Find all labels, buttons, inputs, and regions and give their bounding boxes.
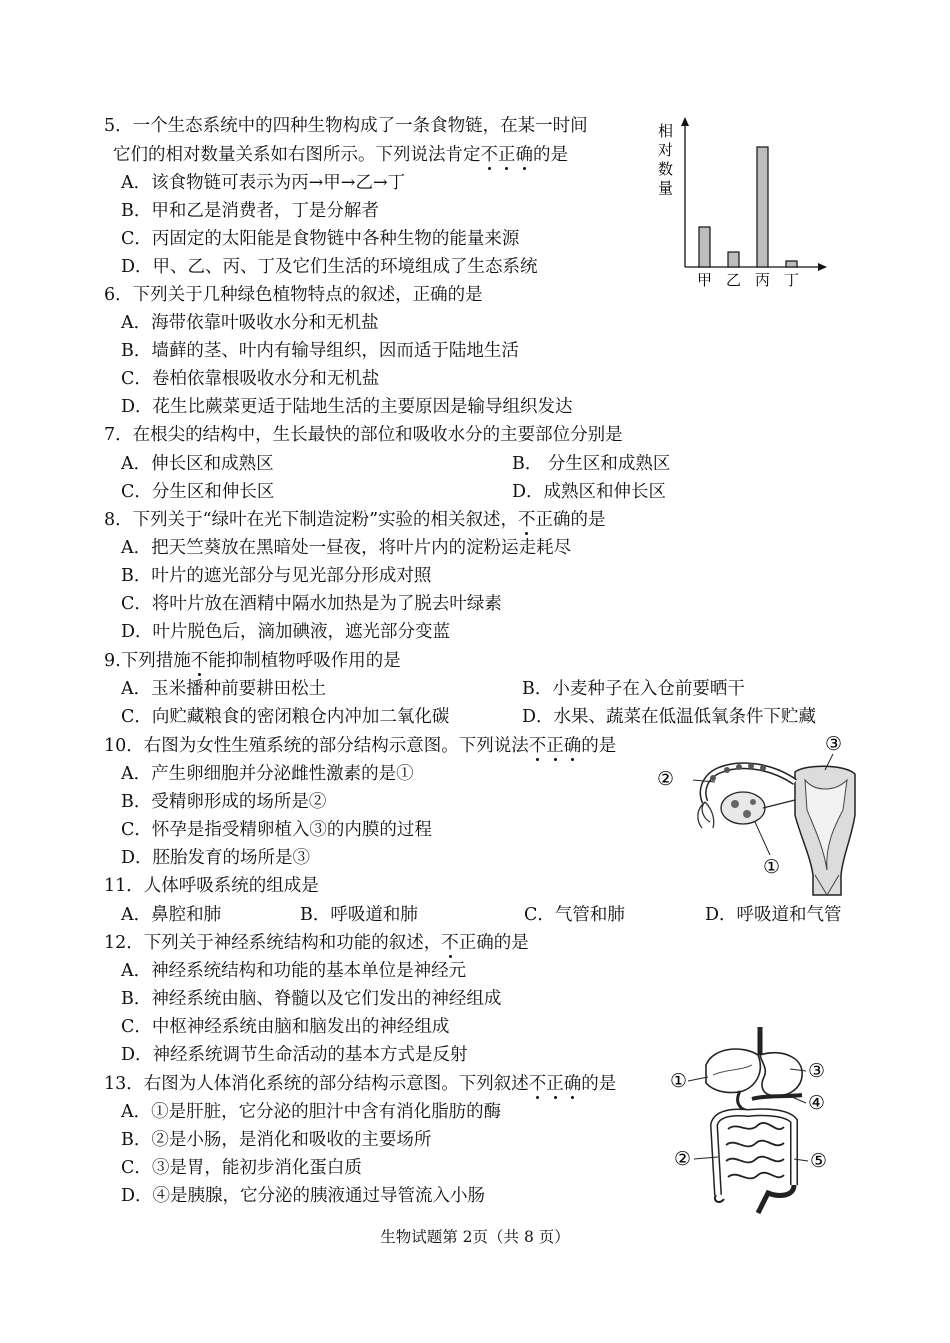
q5-emphasis — [481, 145, 534, 165]
fig13-label-5: ⑤ — [810, 1150, 828, 1172]
q6-option-b: B．墙藓的茎、叶内有输导组织，因而适于陆地生活 — [121, 341, 519, 361]
emphasis-char: 确 — [563, 1074, 582, 1094]
emphasis-char: 确 — [515, 145, 533, 165]
chart-y-axis-arrow — [681, 117, 689, 126]
q12-stem-end: 正确的是 — [458, 933, 529, 953]
chart-bar — [699, 227, 710, 267]
chart-x-tick-label: 丙 — [754, 271, 771, 289]
q8-option-c: C．将叶片放在酒精中隔水加热是为了脱去叶绿素 — [121, 594, 502, 614]
q7-stem: 7．在根尖的结构中，生长最快的部位和吸收水分的主要部位分别是 — [104, 425, 623, 445]
digestive-system-figure — [668, 1025, 840, 1215]
q13-option-d: D．④是胰腺，它分泌的胰液通过导管流入小肠 — [121, 1186, 486, 1206]
chart-y-label — [658, 122, 673, 197]
q12-option-d: D．神经系统调节生命活动的基本方式是反射 — [121, 1045, 468, 1065]
q8-stem-end: 正确的是 — [535, 510, 606, 530]
q10-stem-text: 10．右图为女性生殖系统的部分结构示意图。下列说法 — [104, 736, 529, 756]
q13-stem-text: 13．右图为人体消化系统的部分结构示意图。下列叙述 — [104, 1074, 529, 1094]
q9-option-a: A．玉米播种前要耕田松土 — [121, 679, 327, 699]
fig13-label-2: ② — [674, 1148, 692, 1170]
chart-y-label-char: 量 — [658, 179, 674, 197]
fig13-label-3: ③ — [808, 1060, 826, 1082]
q7-option-c: C．分生区和伸长区 — [121, 482, 275, 502]
q10-stem-end: 的是 — [581, 736, 617, 756]
q9-option-b: B．小麦种子在入仓前要晒干 — [522, 679, 745, 699]
emphasis-char: 正 — [498, 145, 516, 165]
relative-quantity-chart — [650, 112, 835, 290]
q7-option-d: D．成熟区和伸长区 — [512, 482, 667, 502]
emphasis-char: 不 — [518, 510, 536, 530]
q6-option-a: A．海带依靠叶吸收水分和无机盐 — [121, 313, 379, 333]
chart-bar — [728, 252, 739, 267]
q8-stem-text: 8．下列关于“绿叶在光下制造淀粉”实验的相关叙述， — [104, 510, 519, 530]
q10-option-d: D．胚胎发育的场所是③ — [121, 848, 311, 868]
q13-option-b: B．②是小肠，是消化和吸收的主要场所 — [121, 1130, 432, 1150]
q10-emphasis — [529, 736, 582, 756]
q11-option-b: B．呼吸道和肺 — [300, 905, 418, 925]
fig10-label-2: ② — [657, 768, 675, 790]
fig13-label-4: ④ — [808, 1092, 826, 1114]
q13-emphasis — [529, 1074, 582, 1094]
q13-stem-end: 的是 — [581, 1074, 617, 1094]
chart-y-label-char: 对 — [658, 141, 674, 159]
q7-option-a: A．伸长区和成熟区 — [121, 454, 274, 474]
q11-option-d: D．呼吸道和气管 — [705, 905, 842, 925]
q11-option-c: C．气管和肺 — [524, 905, 625, 925]
small-intestine — [726, 1123, 784, 1179]
q13-stem — [104, 1071, 616, 1097]
q9-stem-end: 能抑制植物呼吸作用的是 — [208, 651, 401, 671]
chart-y-label-char: 相 — [658, 122, 674, 140]
q8-option-b: B．叶片的遮光部分与见光部分形成对照 — [121, 566, 432, 586]
q12-emphasis — [441, 933, 459, 953]
q9-option-c: C．向贮藏粮食的密闭粮仓内冲加二氧化碳 — [121, 707, 450, 727]
chart-x-tick-label: 甲 — [696, 271, 713, 289]
emphasis-char: 正 — [546, 736, 564, 756]
q5-option-c: C．丙固定的太阳能是食物链中各种生物的能量来源 — [121, 229, 520, 249]
q8-option-d: D．叶片脱色后，滴加碘液，遮光部分变蓝 — [121, 622, 451, 642]
chart-x-tick-label: 乙 — [725, 271, 742, 289]
q11-stem: 11．人体呼吸系统的组成是 — [104, 876, 319, 896]
fig10-label-3: ③ — [825, 733, 843, 755]
q8-stem — [104, 507, 606, 533]
q5-option-b: B．甲和乙是消费者，丁是分解者 — [121, 201, 379, 221]
q8-emphasis — [518, 510, 536, 530]
q10-stem — [104, 733, 616, 759]
emphasis-char: 不 — [190, 651, 209, 671]
q12-option-a: A．神经系统结构和功能的基本单位是神经元 — [121, 961, 467, 981]
q5-option-a: A．该食物链可表示为丙→甲→乙→丁 — [121, 173, 406, 193]
chart-y-label-char: 数 — [658, 160, 674, 178]
q12-stem — [104, 930, 529, 956]
chart-x-tick-label: 丁 — [783, 271, 800, 289]
rectum — [758, 1185, 794, 1213]
q11-option-a: A．鼻腔和肺 — [121, 905, 222, 925]
emphasis-char: 不 — [528, 736, 547, 756]
emphasis-char: 确 — [563, 736, 582, 756]
q6-option-c: C．卷柏依靠根吸收水分和无机盐 — [121, 369, 380, 389]
emphasis-char: 不 — [480, 145, 498, 165]
q9-option-d: D．水果、蔬菜在低温低氧条件下贮藏 — [522, 707, 817, 727]
emphasis-char: 不 — [441, 933, 459, 953]
stomach — [760, 1053, 802, 1096]
q5-stem-text: 它们的相对数量关系如右图所示。下列说法肯定 — [113, 145, 481, 165]
q9-stem — [104, 648, 401, 674]
large-intestine — [714, 1112, 794, 1195]
fig10-label-1: ① — [763, 856, 781, 878]
q13-option-a: A．①是肝脏，它分泌的胆汁中含有消化脂肪的酶 — [121, 1102, 502, 1122]
female-reproductive-system-figure — [655, 730, 865, 900]
q5-stem-line2 — [113, 142, 568, 168]
q9-emphasis — [191, 651, 209, 671]
q12-option-b: B．神经系统由脑、脊髓以及它们发出的神经组成 — [121, 989, 502, 1009]
q12-stem-text: 12．下列关于神经系统结构和功能的叙述， — [104, 933, 442, 953]
ovary — [721, 792, 765, 824]
q10-option-a: A．产生卵细胞并分泌雌性激素的是① — [121, 764, 414, 784]
q12-option-c: C．中枢神经系统由脑和脑发出的神经组成 — [121, 1017, 450, 1037]
q10-option-b: B．受精卵形成的场所是② — [121, 792, 327, 812]
chart-x-axis-arrow — [818, 263, 827, 271]
q5-stem-end: 的是 — [533, 145, 568, 165]
q10-option-c: C．怀孕是指受精卵植入③的内膜的过程 — [121, 820, 432, 840]
page-footer: 生物试题第 2页（共 8 页） — [380, 1228, 570, 1246]
chart-bar — [757, 147, 768, 267]
q6-option-d: D．花生比蕨菜更适于陆地生活的主要原因是输导组织发达 — [121, 397, 573, 417]
q6-stem: 6．下列关于几种绿色植物特点的叙述，正确的是 — [104, 285, 483, 305]
q7-option-b: B． 分生区和成熟区 — [512, 454, 671, 474]
liver — [706, 1049, 760, 1093]
emphasis-char: 正 — [546, 1074, 564, 1094]
chart-bar — [786, 261, 797, 267]
q5-option-d: D．甲、乙、丙、丁及它们生活的环境组成了生态系统 — [121, 257, 538, 277]
q5-stem-line1: 5．一个生态系统中的四种生物构成了一条食物链，在某一时间 — [104, 116, 588, 136]
q8-option-a: A．把天竺葵放在黑暗处一昼夜，将叶片内的淀粉运走耗尽 — [121, 538, 572, 558]
fig13-label-1: ① — [670, 1070, 688, 1092]
emphasis-char: 不 — [528, 1074, 547, 1094]
q13-option-c: C．③是胃，能初步消化蛋白质 — [121, 1158, 362, 1178]
q9-stem-text: 9.下列措施 — [104, 651, 191, 671]
